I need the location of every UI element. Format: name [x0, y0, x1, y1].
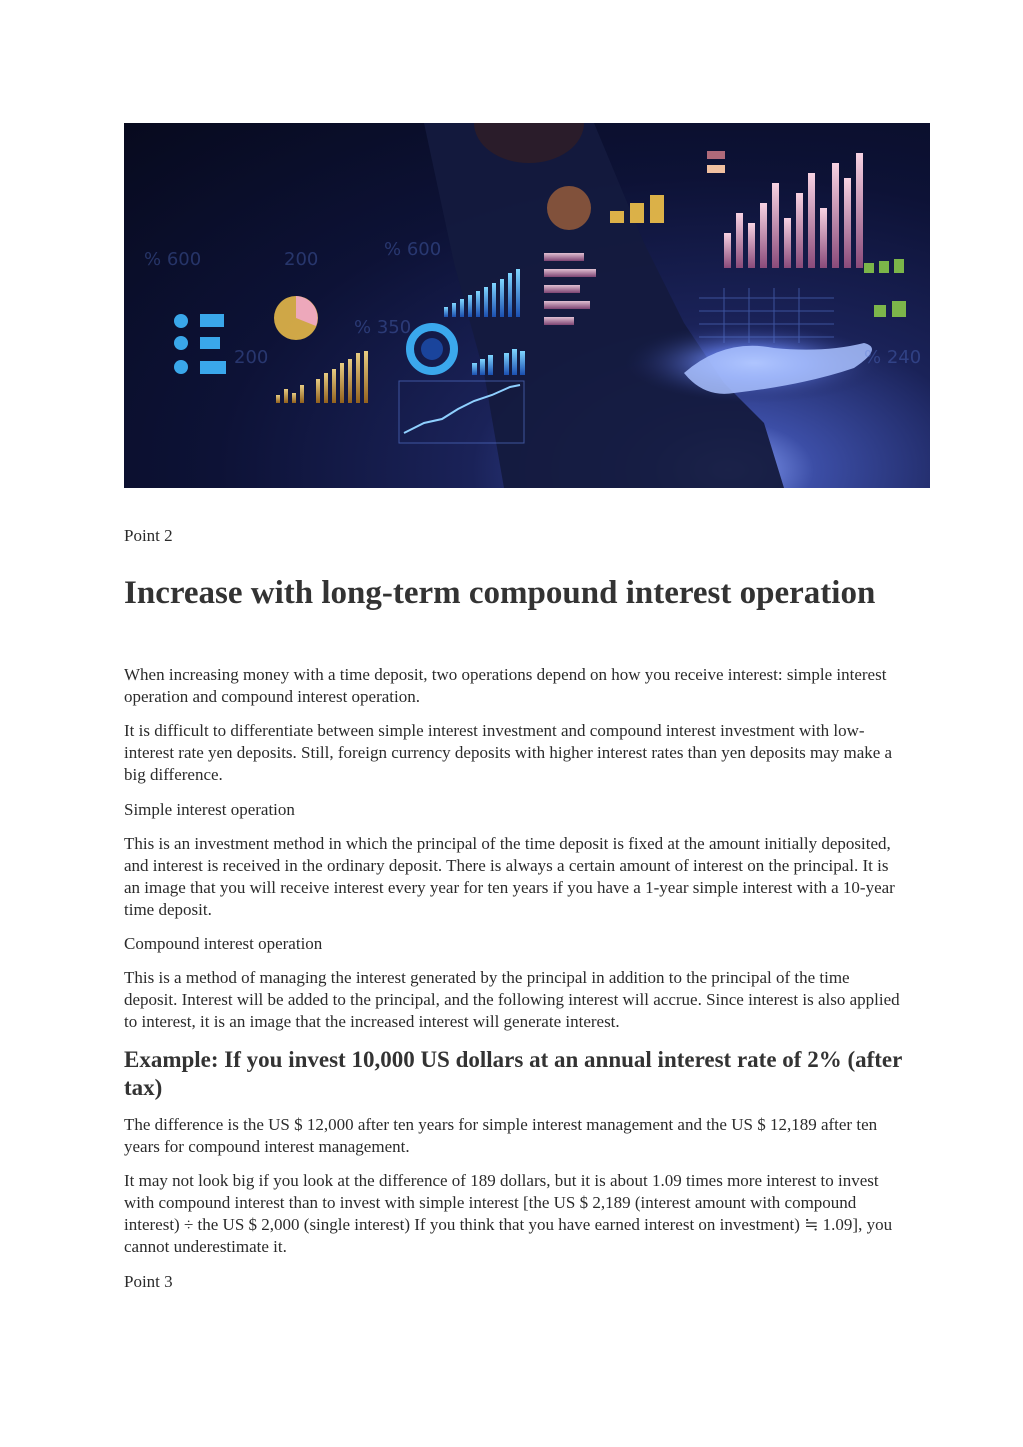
point-3-label: Point 3 — [124, 1272, 173, 1291]
compound-interest-body: This is a method of managing the interest generated by the principal in addition to the principal of the time deposit. Interest will be added to the principal, and the following interest will accrue. Since interest is also applied to interest, it is an image that the increased interest will generate interest. — [124, 968, 900, 1031]
page-heading: Increase with long-term compound interest operation — [124, 575, 876, 611]
business-analytics-hologram-image — [124, 123, 930, 488]
svg-text:200: 200 — [284, 249, 319, 270]
compound-interest-label: Compound interest operation — [124, 934, 323, 953]
svg-text:% 600: % 600 — [144, 249, 202, 270]
example-difference-paragraph: The difference is the US $ 12,000 after ten years for simple interest management and the US $ 12,189 after ten years for compound interest management. — [124, 1115, 878, 1156]
intro-paragraph: When increasing money with a time deposit, two operations depend on how you receive interest: simple interest operation and compound interest operation. — [124, 665, 887, 706]
svg-text:% 240: % 240 — [864, 347, 922, 368]
example-heading: Example: If you invest 10,000 US dollars at an annual interest rate of 2% (after tax) — [124, 1047, 902, 1100]
difficulty-paragraph: It is difficult to differentiate between simple interest investment and compound interest investment with low-interest rate yen deposits. Still, foreign currency deposits with higher interest rates than yen deposits may make a big difference. — [124, 721, 893, 784]
simple-interest-label: Simple interest operation — [124, 800, 295, 819]
simple-interest-body: This is an investment method in which the principal of the time deposit is fixed at the amount initially deposited, and interest is received in the ordinary deposit. There is always a certain amount of interest on the principal. It is an image that you will receive interest every year for ten years if you have a 1-year simple interest with a 10-year time deposit. — [124, 834, 895, 919]
svg-text:% 600: % 600 — [384, 239, 442, 260]
example-ratio-paragraph: It may not look big if you look at the difference of 189 dollars, but it is about 1.09 times more interest to invest with compound interest than to invest with simple interest [the US $ 2,189 (interest amount with compound interest) ÷ the US $ 2,000 (single interest) If you think that you have earned interest on investment) ≒ 1.09], you cannot underestimate it. — [124, 1171, 893, 1256]
hero-image — [124, 123, 930, 488]
svg-text:% 350: % 350 — [354, 317, 412, 338]
svg-text:200: 200 — [234, 347, 269, 368]
point-2-label: Point 2 — [124, 526, 173, 545]
